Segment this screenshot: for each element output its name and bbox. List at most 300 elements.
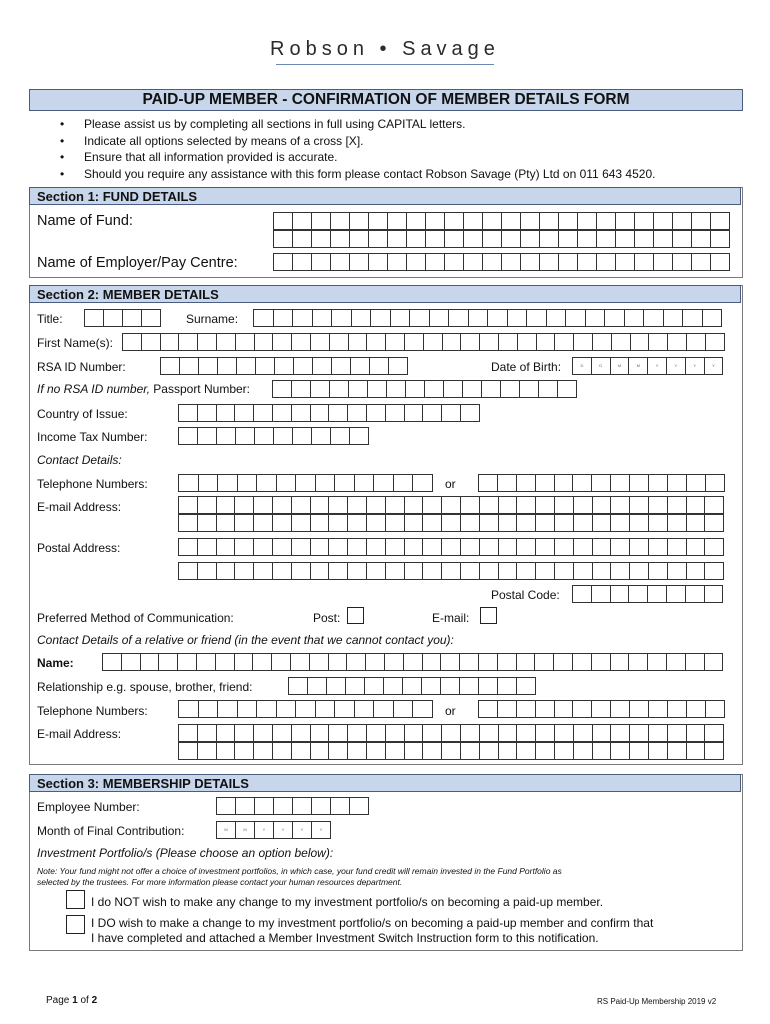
char-box[interactable] [257,474,277,492]
char-box[interactable] [273,380,292,398]
char-box[interactable] [616,212,635,230]
char-box[interactable] [179,333,198,351]
char-box[interactable] [687,700,706,718]
char-box[interactable] [616,253,635,271]
char-box[interactable] [648,653,667,671]
title-input[interactable] [84,309,161,327]
char-box[interactable] [630,724,649,742]
char-box[interactable] [311,404,330,422]
char-box[interactable] [423,496,442,514]
relative-email-row-1[interactable] [178,724,724,742]
char-box[interactable] [498,474,517,492]
char-box[interactable] [426,253,445,271]
char-box[interactable] [273,514,292,532]
char-box[interactable] [517,538,536,556]
char-box[interactable] [499,496,518,514]
char-box[interactable] [103,653,122,671]
char-box[interactable] [461,724,480,742]
char-box[interactable] [426,212,445,230]
char-box[interactable] [705,562,724,580]
char-box[interactable] [555,333,574,351]
char-box[interactable] [592,585,611,603]
char-box[interactable] [235,538,254,556]
char-box[interactable] [277,474,297,492]
char-box[interactable] [426,230,445,248]
char-box[interactable] [386,742,405,760]
email-input-row-2[interactable] [178,514,724,532]
char-box[interactable] [480,562,499,580]
char-box[interactable] [555,700,574,718]
char-box[interactable] [687,474,706,492]
char-box[interactable] [423,562,442,580]
char-box[interactable] [469,309,489,327]
char-box[interactable] [293,253,312,271]
email-checkbox[interactable] [480,607,497,624]
char-box[interactable] [536,496,555,514]
char-box[interactable] [630,496,649,514]
char-box[interactable] [654,212,673,230]
char-box[interactable] [536,514,555,532]
char-box[interactable] [423,653,442,671]
char-box[interactable] [405,514,424,532]
char-box[interactable] [460,677,479,695]
char-box[interactable] [236,333,255,351]
char-box[interactable] [611,474,630,492]
char-box[interactable] [649,496,668,514]
char-box[interactable] [517,496,536,514]
char-box[interactable] [711,253,730,271]
char-box[interactable] [274,253,293,271]
char-box[interactable] [593,496,612,514]
char-box[interactable] [442,562,461,580]
employee-number-input[interactable] [216,797,369,815]
char-box[interactable] [683,309,703,327]
char-box[interactable] [198,427,217,445]
char-box[interactable] [141,653,160,671]
char-box[interactable] [316,474,336,492]
char-box[interactable] [630,742,649,760]
char-box[interactable] [331,253,350,271]
char-box[interactable] [703,309,723,327]
char-box[interactable] [198,742,217,760]
relative-name-input[interactable] [102,653,723,671]
char-box[interactable] [404,653,423,671]
telephone-input-2[interactable] [478,474,725,492]
char-box[interactable] [630,538,649,556]
char-box[interactable] [616,230,635,248]
char-box[interactable] [540,212,559,230]
postal-address-row-2[interactable] [178,562,724,580]
char-box[interactable] [180,357,199,375]
char-box[interactable] [218,474,238,492]
char-box[interactable] [327,677,346,695]
char-box[interactable] [593,724,612,742]
char-box[interactable] [668,514,687,532]
char-box[interactable] [540,253,559,271]
char-box[interactable] [179,496,198,514]
char-box[interactable] [254,496,273,514]
char-box[interactable] [238,474,258,492]
char-box[interactable] [161,333,180,351]
char-box[interactable] [441,653,460,671]
char-box[interactable] [480,538,499,556]
char-box[interactable] [559,230,578,248]
char-box[interactable] [312,253,331,271]
char-box[interactable] [597,212,616,230]
char-box[interactable] [197,653,216,671]
char-box[interactable] [349,333,368,351]
char-box[interactable] [482,380,501,398]
char-box[interactable] [374,700,394,718]
char-box[interactable] [273,724,292,742]
char-box[interactable] [406,380,425,398]
char-box[interactable] [668,496,687,514]
char-box[interactable] [423,514,442,532]
char-box[interactable] [536,700,555,718]
char-box[interactable] [367,514,386,532]
char-box[interactable] [483,253,502,271]
char-box[interactable] [555,724,574,742]
char-box[interactable]: M [236,821,255,839]
char-box[interactable] [686,585,705,603]
char-box[interactable] [296,700,316,718]
char-box[interactable] [386,333,405,351]
char-box[interactable] [521,212,540,230]
char-box[interactable] [498,677,517,695]
char-box[interactable] [705,724,724,742]
char-box[interactable] [159,653,178,671]
id-number-input[interactable] [160,357,408,375]
char-box[interactable] [199,700,219,718]
char-box[interactable] [367,724,386,742]
char-box[interactable] [555,562,574,580]
char-box[interactable] [348,742,367,760]
char-box[interactable] [365,677,384,695]
char-box[interactable] [293,797,312,815]
char-box[interactable] [330,333,349,351]
char-box[interactable] [536,538,555,556]
char-box[interactable] [199,357,218,375]
char-box[interactable]: D [592,357,611,375]
char-box[interactable] [442,742,461,760]
char-box[interactable] [668,333,687,351]
char-box[interactable] [217,404,236,422]
char-box[interactable] [517,562,536,580]
relative-telephone-input-2[interactable] [478,700,725,718]
passport-input[interactable] [272,380,577,398]
char-box[interactable] [289,677,308,695]
char-box[interactable] [350,230,369,248]
char-box[interactable] [501,380,520,398]
char-box[interactable] [198,496,217,514]
char-box[interactable] [498,653,517,671]
char-box[interactable] [348,562,367,580]
char-box[interactable] [423,724,442,742]
char-box[interactable] [413,700,433,718]
char-box[interactable] [329,538,348,556]
char-box[interactable] [367,496,386,514]
char-box[interactable] [254,309,274,327]
char-box[interactable] [274,797,293,815]
char-box[interactable] [367,562,386,580]
char-box[interactable] [442,404,461,422]
char-box[interactable] [573,585,592,603]
char-box[interactable] [527,309,547,327]
char-box[interactable] [649,742,668,760]
char-box[interactable] [540,230,559,248]
char-box[interactable] [161,357,180,375]
char-box[interactable] [464,253,483,271]
char-box[interactable] [705,514,724,532]
char-box[interactable] [517,724,536,742]
char-box[interactable] [559,253,578,271]
char-box[interactable] [499,562,518,580]
char-box[interactable] [502,230,521,248]
char-box[interactable]: D [573,357,592,375]
char-box[interactable] [649,514,668,532]
char-box[interactable] [705,742,724,760]
char-box[interactable] [386,724,405,742]
char-box[interactable] [536,742,555,760]
char-box[interactable] [559,212,578,230]
char-box[interactable]: Y [686,357,705,375]
char-box[interactable] [612,333,631,351]
char-box[interactable] [611,538,630,556]
char-box[interactable] [630,474,649,492]
char-box[interactable] [311,562,330,580]
char-box[interactable] [673,230,692,248]
char-box[interactable] [407,212,426,230]
char-box[interactable] [499,742,518,760]
char-box[interactable] [198,333,217,351]
postal-code-input[interactable] [572,585,723,603]
char-box[interactable] [367,538,386,556]
char-box[interactable] [179,538,198,556]
char-box[interactable] [274,427,293,445]
char-box[interactable] [329,496,348,514]
char-box[interactable] [578,212,597,230]
char-box[interactable] [687,538,706,556]
char-box[interactable] [479,653,498,671]
char-box[interactable]: M [611,357,630,375]
char-box[interactable] [648,585,667,603]
postal-address-row-1[interactable] [178,538,724,556]
char-box[interactable] [479,474,498,492]
char-box[interactable] [311,724,330,742]
char-box[interactable] [347,653,366,671]
char-box[interactable] [254,724,273,742]
char-box[interactable] [178,653,197,671]
char-box[interactable] [430,309,450,327]
char-box[interactable] [687,496,706,514]
char-box[interactable] [692,212,711,230]
char-box[interactable] [235,742,254,760]
char-box[interactable] [611,514,630,532]
char-box[interactable] [292,380,311,398]
char-box[interactable] [217,333,236,351]
post-checkbox[interactable] [347,607,364,624]
char-box[interactable] [312,212,331,230]
char-box[interactable] [179,427,198,445]
char-box[interactable] [668,724,687,742]
char-box[interactable] [687,742,706,760]
final-month-input[interactable] [216,821,331,839]
char-box[interactable] [217,562,236,580]
char-box[interactable] [410,309,430,327]
char-box[interactable] [179,474,199,492]
char-box[interactable] [391,309,411,327]
char-box[interactable] [235,496,254,514]
char-box[interactable] [217,724,236,742]
char-box[interactable] [692,230,711,248]
char-box[interactable] [403,677,422,695]
char-box[interactable] [578,230,597,248]
char-box[interactable] [329,653,348,671]
char-box[interactable] [235,562,254,580]
char-box[interactable] [705,585,724,603]
char-box[interactable] [464,212,483,230]
char-box[interactable] [706,474,725,492]
char-box[interactable] [198,404,217,422]
char-box[interactable] [405,333,424,351]
char-box[interactable] [574,724,593,742]
char-box[interactable] [635,212,654,230]
char-box[interactable] [405,404,424,422]
char-box[interactable] [142,333,161,351]
char-box[interactable] [312,230,331,248]
char-box[interactable]: Y [705,357,724,375]
char-box[interactable] [555,474,574,492]
char-box[interactable] [292,538,311,556]
char-box[interactable] [311,380,330,398]
char-box[interactable] [611,700,630,718]
char-box[interactable] [405,562,424,580]
char-box[interactable] [218,700,238,718]
char-box[interactable] [330,380,349,398]
char-box[interactable] [630,700,649,718]
char-box[interactable] [292,724,311,742]
char-box[interactable] [461,496,480,514]
char-box[interactable] [483,230,502,248]
char-box[interactable] [706,333,725,351]
change-checkbox[interactable] [66,915,85,934]
char-box[interactable] [668,474,687,492]
char-box[interactable] [348,514,367,532]
char-box[interactable] [423,742,442,760]
char-box[interactable] [389,357,408,375]
char-box[interactable] [348,538,367,556]
char-box[interactable] [443,333,462,351]
char-box[interactable]: M [217,821,236,839]
char-box[interactable] [273,562,292,580]
char-box[interactable] [668,538,687,556]
relative-telephone-input-1[interactable] [178,700,433,718]
char-box[interactable] [237,357,256,375]
char-box[interactable] [635,253,654,271]
char-box[interactable] [593,562,612,580]
char-box[interactable] [394,700,414,718]
char-box[interactable] [254,742,273,760]
char-box[interactable] [574,742,593,760]
char-box[interactable] [296,474,316,492]
char-box[interactable] [198,724,217,742]
char-box[interactable] [422,677,441,695]
char-box[interactable]: Y [274,821,293,839]
char-box[interactable] [518,333,537,351]
char-box[interactable] [536,562,555,580]
char-box[interactable] [236,797,255,815]
char-box[interactable] [235,724,254,742]
char-box[interactable] [386,514,405,532]
char-box[interactable] [649,474,668,492]
char-box[interactable] [386,496,405,514]
char-box[interactable] [611,585,630,603]
char-box[interactable] [254,514,273,532]
char-box[interactable] [687,562,706,580]
char-box[interactable] [629,585,648,603]
char-box[interactable] [292,496,311,514]
char-box[interactable] [179,404,198,422]
char-box[interactable] [635,230,654,248]
char-box[interactable] [308,677,327,695]
char-box[interactable] [649,538,668,556]
char-box[interactable] [198,514,217,532]
char-box[interactable] [597,253,616,271]
char-box[interactable] [630,562,649,580]
char-box[interactable] [331,230,350,248]
char-box[interactable] [611,562,630,580]
char-box[interactable] [461,538,480,556]
char-box[interactable] [274,309,294,327]
char-box[interactable] [257,700,277,718]
char-box[interactable] [445,253,464,271]
char-box[interactable] [711,212,730,230]
char-box[interactable] [350,253,369,271]
char-box[interactable] [423,404,442,422]
char-box[interactable] [254,538,273,556]
char-box[interactable] [687,333,706,351]
char-box[interactable] [329,404,348,422]
char-box[interactable] [517,700,536,718]
char-box[interactable] [255,797,274,815]
char-box[interactable] [217,742,236,760]
char-box[interactable] [536,474,555,492]
char-box[interactable] [706,700,725,718]
char-box[interactable] [611,653,630,671]
char-box[interactable] [407,253,426,271]
char-box[interactable] [349,380,368,398]
surname-input[interactable] [253,309,722,327]
char-box[interactable] [179,742,198,760]
char-box[interactable] [547,309,567,327]
char-box[interactable] [574,562,593,580]
char-box[interactable] [479,700,498,718]
char-box[interactable] [273,742,292,760]
char-box[interactable] [555,742,574,760]
char-box[interactable] [235,653,254,671]
char-box[interactable] [293,212,312,230]
char-box[interactable] [667,653,686,671]
char-box[interactable] [312,797,331,815]
char-box[interactable] [346,677,365,695]
char-box[interactable] [329,514,348,532]
char-box[interactable]: Y [293,821,312,839]
char-box[interactable]: Y [648,357,667,375]
char-box[interactable] [407,230,426,248]
char-box[interactable] [329,562,348,580]
char-box[interactable] [367,404,386,422]
char-box[interactable] [611,496,630,514]
